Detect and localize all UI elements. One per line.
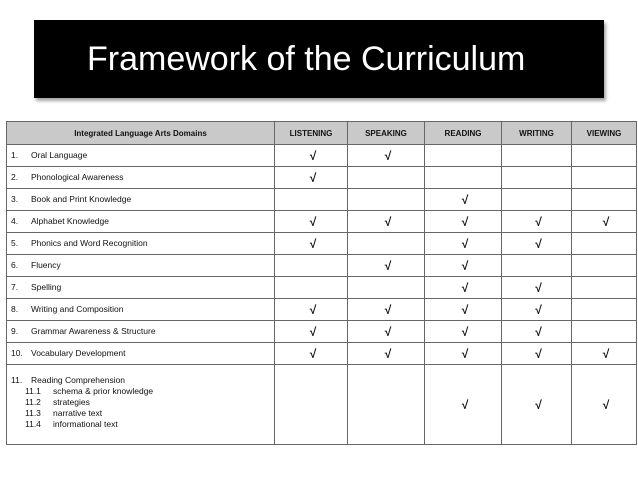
subitem-number: 11.2 [25, 397, 41, 407]
checkmark-icon: √ [461, 302, 469, 317]
checkmark-icon: √ [384, 258, 392, 273]
skill-mark-cell [502, 167, 572, 189]
skill-mark-cell [425, 299, 502, 321]
table-row [7, 365, 637, 445]
domain-cell [7, 277, 275, 299]
skill-mark-cell [348, 321, 425, 343]
domain-cell [7, 211, 275, 233]
domain-name: Alphabet Knowledge [31, 216, 109, 226]
domain-number: 1. [11, 150, 19, 160]
subitem-line [11, 419, 274, 430]
skill-mark-cell [572, 145, 637, 167]
skill-mark-cell [572, 233, 637, 255]
subitem-label: informational text [53, 419, 118, 429]
checkmark-icon: √ [461, 258, 469, 273]
curriculum-framework-table [6, 121, 637, 445]
skill-mark-cell [425, 189, 502, 211]
skill-mark-cell [275, 365, 348, 445]
domain-label [11, 375, 274, 386]
skill-mark-cell [502, 299, 572, 321]
domain-label [11, 238, 274, 249]
skill-mark-cell [572, 277, 637, 299]
checkmark-icon: √ [535, 346, 542, 361]
skill-mark-cell [502, 233, 572, 255]
domain-name: Fluency [31, 260, 61, 270]
skill-mark-cell [425, 233, 502, 255]
header-reading: READING [425, 122, 502, 145]
domain-number: 6. [11, 260, 19, 270]
domain-name: Reading Comprehension [31, 375, 126, 385]
checkmark-icon: √ [309, 302, 317, 317]
checkmark-icon: √ [535, 214, 542, 229]
domain-label [11, 304, 274, 315]
checkmark-icon: √ [461, 346, 469, 361]
domain-cell [7, 189, 275, 211]
skill-mark-cell [572, 255, 637, 277]
checkmark-icon: √ [602, 397, 610, 412]
subitem-number: 11.3 [25, 408, 41, 418]
skill-mark-cell [348, 343, 425, 365]
subitem-label: schema & prior knowledge [53, 386, 154, 396]
skill-mark-cell [275, 277, 348, 299]
domain-cell [7, 365, 275, 445]
header-speaking: SPEAKING [348, 122, 425, 145]
domain-label [11, 216, 274, 227]
domain-label [11, 260, 274, 271]
checkmark-icon: √ [384, 214, 392, 229]
skill-mark-cell [572, 321, 637, 343]
skill-mark-cell [275, 189, 348, 211]
table-row [7, 277, 637, 299]
domain-number: 2. [11, 172, 19, 182]
domain-number: 9. [11, 326, 19, 336]
skill-mark-cell [275, 299, 348, 321]
checkmark-icon: √ [602, 214, 610, 229]
skill-mark-cell [348, 145, 425, 167]
subitem-label: narrative text [53, 408, 103, 418]
table-row [7, 299, 637, 321]
skill-mark-cell [502, 365, 572, 445]
checkmark-icon: √ [461, 236, 469, 251]
domain-name: Writing and Composition [31, 304, 124, 314]
skill-mark-cell [275, 233, 348, 255]
domain-label [11, 172, 274, 183]
checkmark-icon: √ [309, 236, 317, 251]
header-domains: Integrated Language Arts Domains [7, 122, 275, 145]
checkmark-icon: √ [384, 324, 392, 339]
domain-number: 5. [11, 238, 19, 248]
skill-mark-cell [502, 255, 572, 277]
domain-number: 4. [11, 216, 19, 226]
domain-number: 3. [11, 194, 19, 204]
table-row [7, 255, 637, 277]
checkmark-icon: √ [461, 397, 469, 412]
skill-mark-cell [425, 145, 502, 167]
skill-mark-cell [275, 167, 348, 189]
skill-mark-cell [275, 145, 348, 167]
checkmark-icon: √ [309, 346, 317, 361]
table-header-row [7, 122, 637, 145]
domain-name: Oral Language [31, 150, 88, 160]
skill-mark-cell [572, 299, 637, 321]
domain-label [11, 282, 274, 293]
domain-cell [7, 145, 275, 167]
skill-mark-cell [425, 343, 502, 365]
header-writing: WRITING [502, 122, 572, 145]
domain-name: Vocabulary Development [31, 348, 126, 358]
domain-name: Phonological Awareness [31, 172, 124, 182]
subitem-line [11, 397, 274, 408]
checkmark-icon: √ [461, 324, 469, 339]
checkmark-icon: √ [309, 214, 317, 229]
domain-label [11, 326, 274, 337]
skill-mark-cell [572, 189, 637, 211]
domain-label [11, 194, 274, 205]
skill-mark-cell [425, 321, 502, 343]
table-row [7, 189, 637, 211]
checkmark-icon: √ [461, 280, 469, 295]
subitem-number: 11.4 [25, 419, 41, 429]
checkmark-icon: √ [461, 214, 469, 229]
checkmark-icon: √ [461, 192, 469, 207]
skill-mark-cell [425, 277, 502, 299]
skill-mark-cell [275, 255, 348, 277]
checkmark-icon: √ [309, 148, 317, 163]
skill-mark-cell [502, 145, 572, 167]
header-listening: LISTENING [275, 122, 348, 145]
skill-mark-cell [348, 299, 425, 321]
skill-mark-cell [348, 211, 425, 233]
skill-mark-cell [348, 233, 425, 255]
skill-mark-cell [425, 167, 502, 189]
checkmark-icon: √ [535, 324, 542, 339]
domain-name: Grammar Awareness & Structure [31, 326, 156, 336]
checkmark-icon: √ [535, 302, 542, 317]
skill-mark-cell [275, 343, 348, 365]
domain-label [11, 348, 274, 359]
skill-mark-cell [572, 343, 637, 365]
domain-cell [7, 321, 275, 343]
subitem-line [11, 386, 274, 397]
domain-name: Phonics and Word Recognition [31, 238, 148, 248]
domain-cell [7, 233, 275, 255]
domain-label [11, 150, 274, 161]
domain-number: 10. [11, 348, 23, 358]
skill-mark-cell [572, 167, 637, 189]
slide-title-bar [34, 20, 604, 98]
skill-mark-cell [502, 343, 572, 365]
checkmark-icon: √ [309, 324, 317, 339]
skill-mark-cell [348, 277, 425, 299]
table-row [7, 211, 637, 233]
checkmark-icon: √ [602, 346, 610, 361]
table-row [7, 167, 637, 189]
domain-number: 8. [11, 304, 19, 314]
skill-mark-cell [275, 321, 348, 343]
checkmark-icon: √ [384, 302, 392, 317]
checkmark-icon: √ [535, 236, 542, 251]
domain-name: Book and Print Knowledge [31, 194, 132, 204]
checkmark-icon: √ [309, 170, 317, 185]
skill-mark-cell [348, 255, 425, 277]
slide-title: Framework of the Curriculum [87, 39, 526, 78]
skill-mark-cell [502, 211, 572, 233]
domain-number: 11. [11, 375, 23, 385]
skill-mark-cell [572, 211, 637, 233]
subitem-number: 11.1 [25, 386, 41, 396]
domain-name: Spelling [31, 282, 62, 292]
skill-mark-cell [502, 321, 572, 343]
skill-mark-cell [425, 255, 502, 277]
skill-mark-cell [425, 211, 502, 233]
skill-mark-cell [502, 189, 572, 211]
subitem-line [11, 408, 274, 419]
checkmark-icon: √ [535, 397, 542, 412]
skill-mark-cell [348, 365, 425, 445]
domain-number: 7. [11, 282, 19, 292]
domain-cell [7, 255, 275, 277]
checkmark-icon: √ [384, 148, 392, 163]
skill-mark-cell [502, 277, 572, 299]
skill-mark-cell [572, 365, 637, 445]
table-row [7, 343, 637, 365]
table-row [7, 233, 637, 255]
skill-mark-cell [348, 189, 425, 211]
header-viewing: VIEWING [572, 122, 637, 145]
subitem-label: strategies [53, 397, 90, 407]
table-row [7, 145, 637, 167]
checkmark-icon: √ [384, 346, 392, 361]
domain-cell [7, 167, 275, 189]
skill-mark-cell [425, 365, 502, 445]
checkmark-icon: √ [535, 280, 542, 295]
skill-mark-cell [275, 211, 348, 233]
skill-mark-cell [348, 167, 425, 189]
table-row [7, 321, 637, 343]
domain-cell [7, 343, 275, 365]
domain-cell [7, 299, 275, 321]
